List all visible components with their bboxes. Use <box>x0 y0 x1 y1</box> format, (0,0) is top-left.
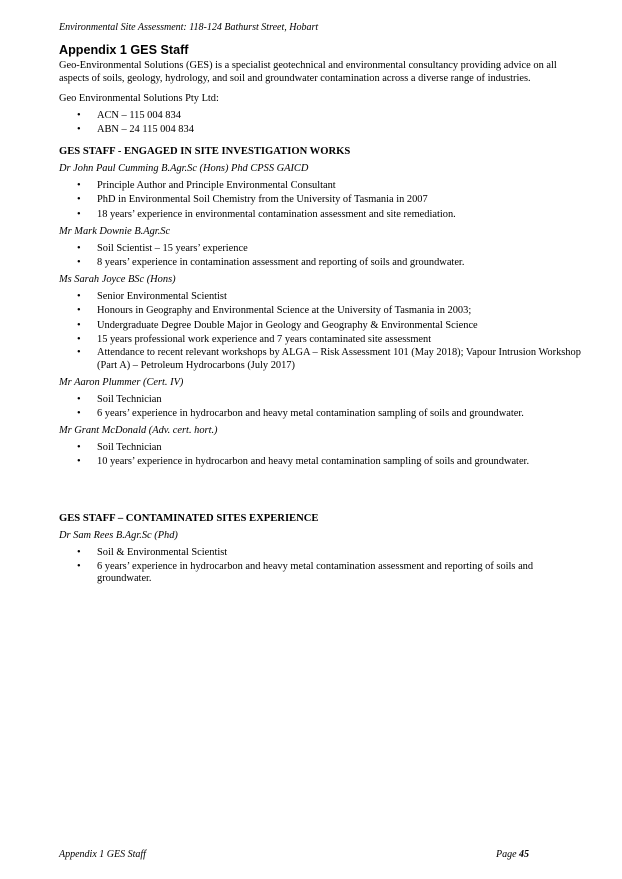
staff-name: Mr Grant McDonald (Adv. cert. hort.) <box>59 425 218 437</box>
appendix-title: Appendix 1 GES Staff <box>59 43 189 57</box>
staff-points <box>59 179 589 222</box>
list-item: • Senior Environmental Scientist <box>59 290 589 304</box>
page-label: Page <box>496 849 517 860</box>
list-item: • Soil Scientist – 15 years’ experience <box>59 242 589 256</box>
footer-section-title: Appendix 1 GES Staff <box>59 849 146 860</box>
section-heading-contaminated-sites: GES STAFF – CONTAMINATED SITES EXPERIENCE <box>59 513 319 525</box>
list-item: • Honours in Geography and Environmental Science at the University of Tasmania in 2003; <box>59 304 589 318</box>
page-number: 45 <box>519 849 530 860</box>
staff-name: Dr Sam Rees B.Agr.Sc (Phd) <box>59 530 178 542</box>
company-id-list <box>59 109 589 137</box>
list-item: • Soil Technician <box>59 441 589 455</box>
list-item: • 6 years’ experience in hydrocarbon and heavy metal contamination assessment and reporting of soils and groundwater. <box>59 561 589 587</box>
intro-paragraph: Geo-Environmental Solutions (GES) is a specialist geotechnical and environmental consultancy providing advice on all aspects of soils, geology, hydrology, and soil and groundwater contamination across a diverse range of industries. <box>59 60 557 84</box>
list-item: • PhD in Environmental Soil Chemistry from the University of Tasmania in 2007 <box>59 193 589 207</box>
staff-points <box>59 546 589 586</box>
running-header: Environmental Site Assessment: 118-124 Bathurst Street, Hobart <box>59 22 319 33</box>
list-item: • Soil Technician <box>59 393 589 407</box>
staff-points <box>59 290 589 372</box>
footer-page-number <box>496 849 529 860</box>
list-item: • Attendance to recent relevant workshops by ALGA – Risk Assessment 101 (May 2018); Vapour Intrusion Workshop (Part A) – Petroleum Hydrocarbons (July 2017) <box>59 347 589 373</box>
list-item: • Principle Author and Principle Environmental Consultant <box>59 179 589 193</box>
list-item: • 6 years’ experience in hydrocarbon and heavy metal contamination sampling of soils and groundwater. <box>59 407 589 421</box>
list-item: • 8 years’ experience in contamination assessment and reporting of soils and groundwater. <box>59 256 589 270</box>
list-item: • 10 years’ experience in hydrocarbon and heavy metal contamination sampling of soils and groundwater. <box>59 455 589 469</box>
list-item: • 15 years professional work experience and 7 years contaminated site assessment <box>59 333 589 347</box>
list-item: • ABN – 24 115 004 834 <box>59 123 589 137</box>
staff-name: Mr Mark Downie B.Agr.Sc <box>59 225 171 237</box>
section-heading-site-investigation: GES STAFF - ENGAGED IN SITE INVESTIGATION WORKS <box>59 146 351 158</box>
list-item: • Soil & Environmental Scientist <box>59 546 589 560</box>
staff-points <box>59 393 589 421</box>
page-content <box>59 43 589 588</box>
staff-points <box>59 242 589 270</box>
list-item: • ACN – 115 004 834 <box>59 109 589 123</box>
staff-name: Dr John Paul Cumming B.Agr.Sc (Hons) Phd CPSS GAICD <box>59 163 309 175</box>
staff-name: Mr Aaron Plummer (Cert. IV) <box>59 376 184 388</box>
list-item: • 18 years’ experience in environmental contamination assessment and site remediation. <box>59 208 589 222</box>
staff-name: Ms Sarah Joyce BSc (Hons) <box>59 274 176 286</box>
staff-points <box>59 441 589 469</box>
company-name: Geo Environmental Solutions Pty Ltd: <box>59 93 219 105</box>
list-item: • Undergraduate Degree Double Major in Geology and Geography & Environmental Science <box>59 319 589 333</box>
